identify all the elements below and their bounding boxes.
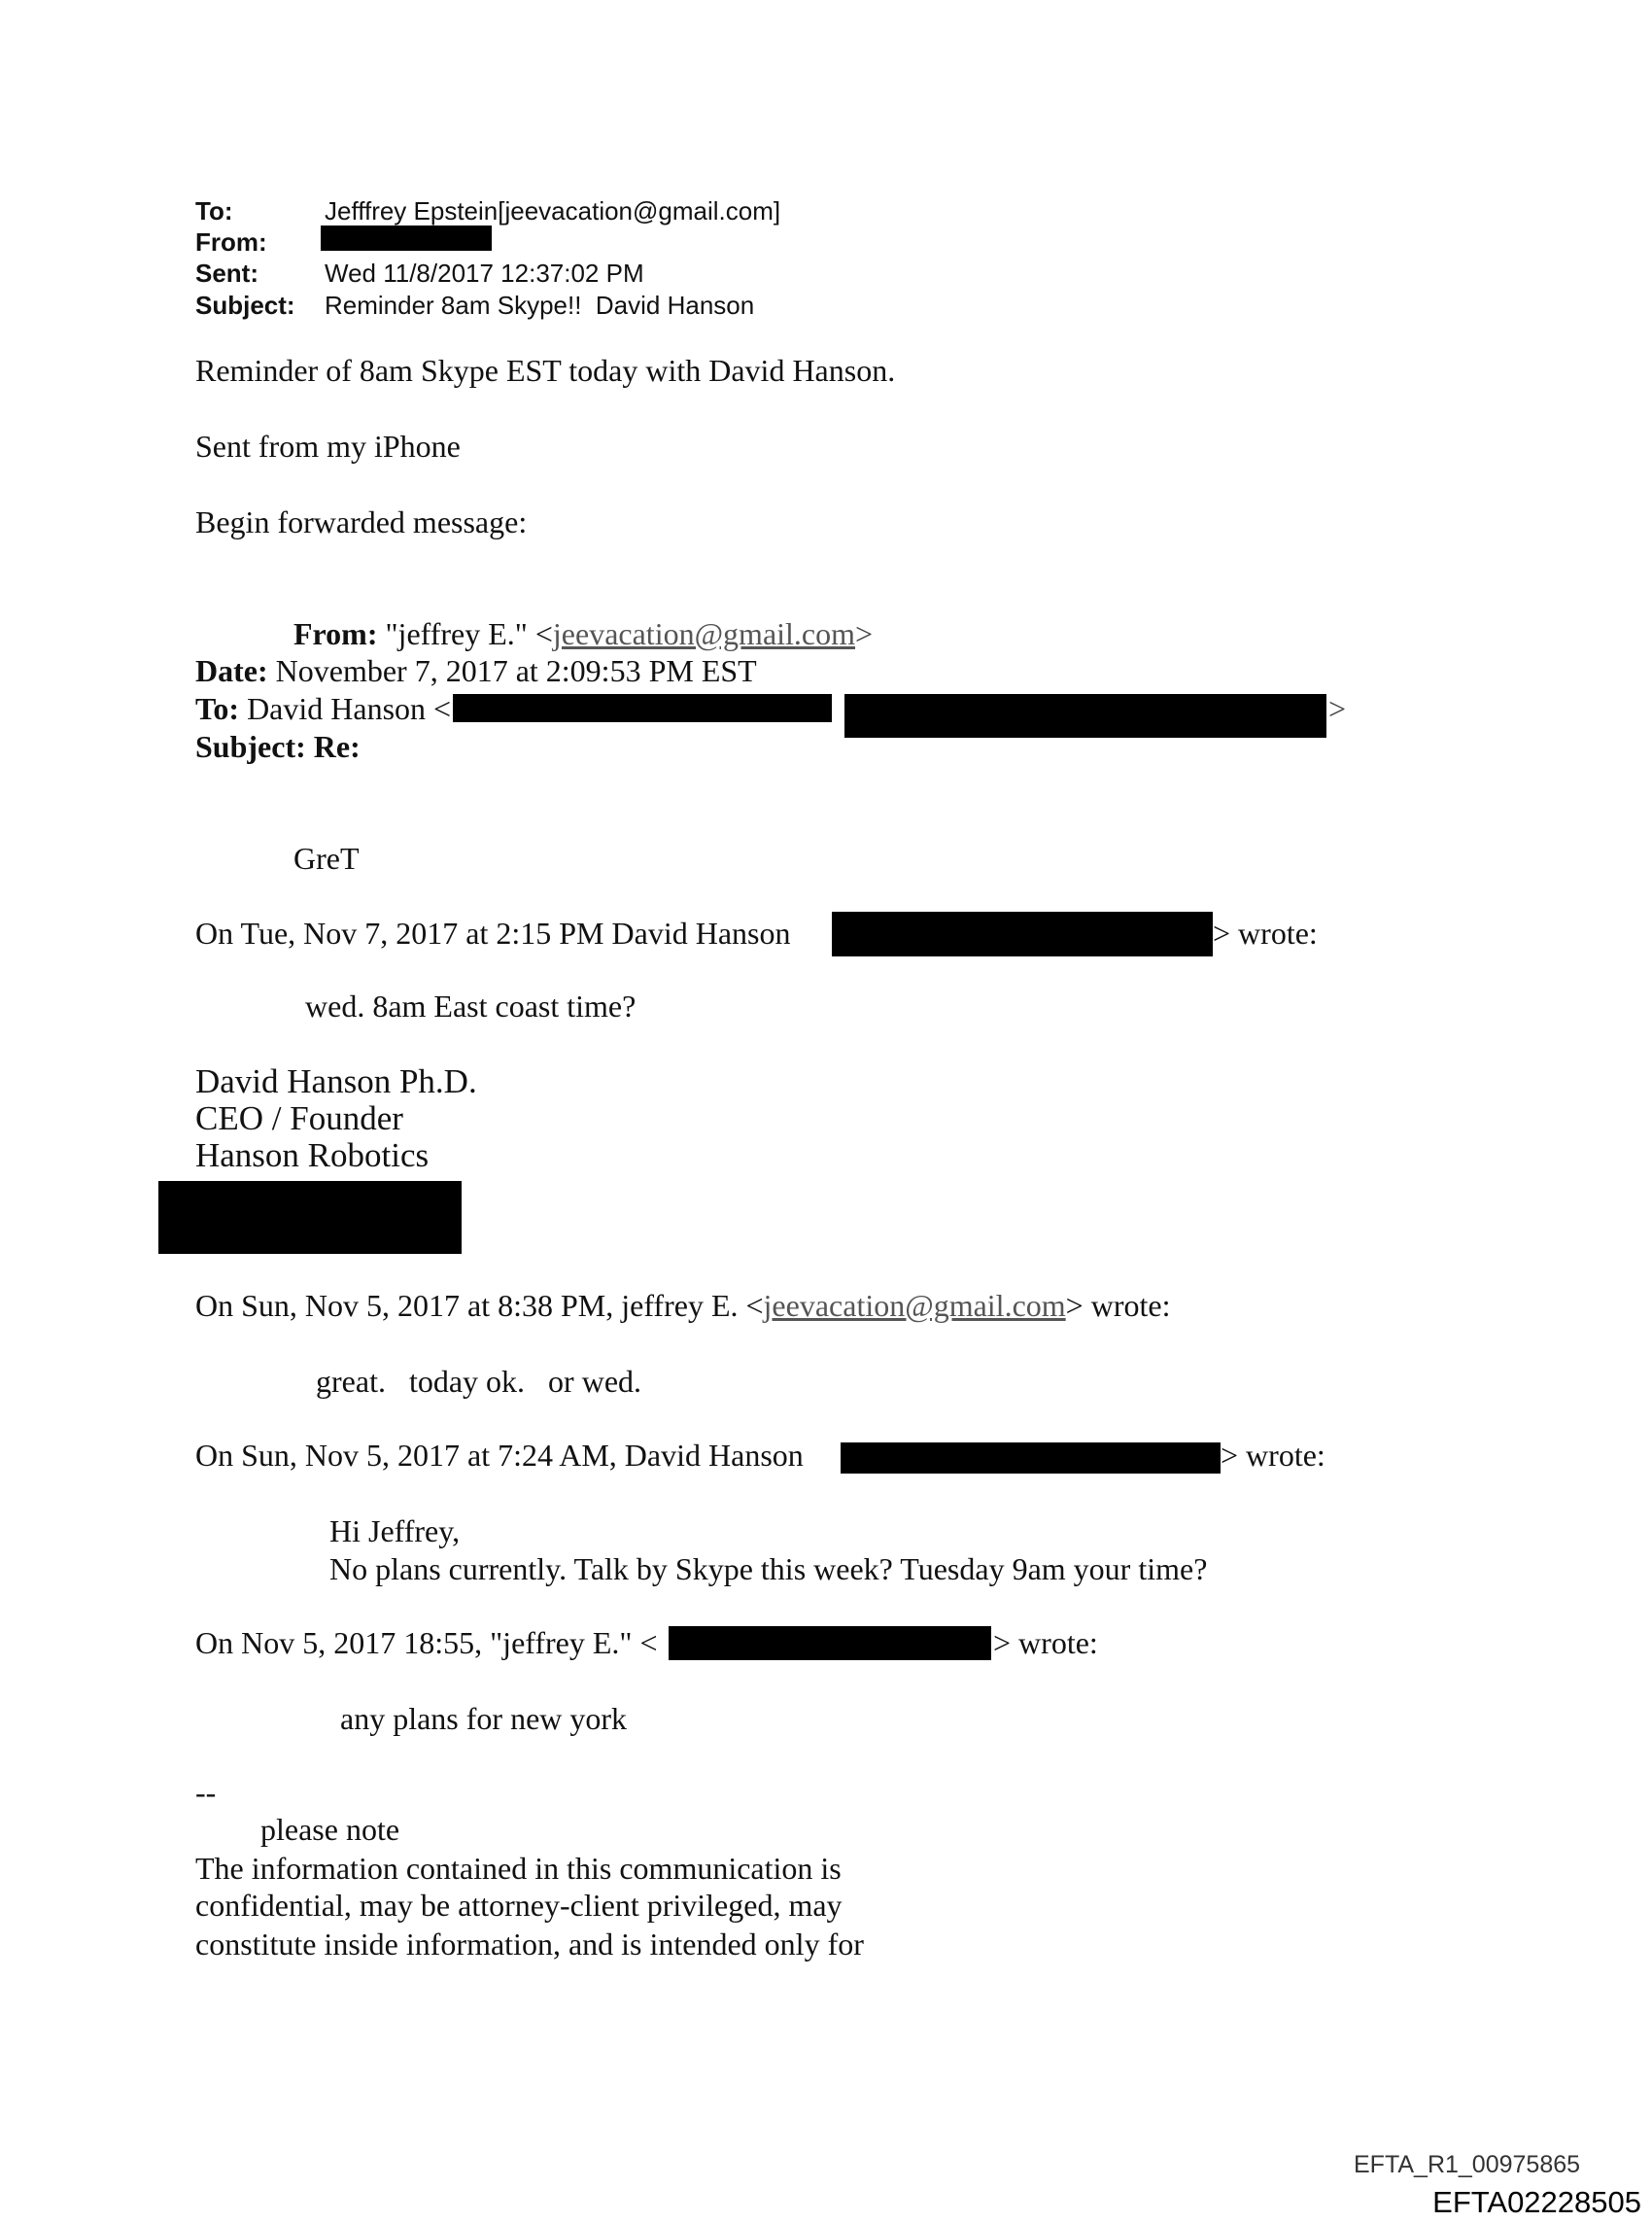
signature-name: David Hanson Ph.D. — [195, 1062, 477, 1100]
quote-body: No plans currently. Talk by Skype this week? Tuesday 9am your time? — [329, 1551, 1208, 1586]
fwd-from-email-link[interactable]: jeevacation@gmail.com — [552, 616, 856, 651]
fwd-from-label: From: — [293, 616, 378, 651]
quote-wrote: > wrote: — [1213, 916, 1318, 951]
quote-wrote: > wrote: — [1065, 1288, 1171, 1323]
quote-body: any plans for new york — [340, 1701, 628, 1736]
disclaimer-line: constitute inside information, and is intended only for — [195, 1927, 864, 1962]
body-line: Sent from my iPhone — [195, 429, 461, 464]
disclaimer-line: please note — [260, 1812, 400, 1847]
quote-header: On Sun, Nov 5, 2017 at 7:24 AM, David Hanson — [195, 1438, 811, 1473]
quote-email-link[interactable]: jeevacation@gmail.com — [763, 1288, 1066, 1323]
quote-body: great. today ok. or wed. — [316, 1364, 642, 1399]
fwd-subject: Subject: Re: — [195, 729, 361, 764]
disclaimer-line: confidential, may be attorney-client privileged, may — [195, 1888, 843, 1923]
to-value: Jefffrey Epstein[jeevacation@gmail.com] — [325, 196, 781, 226]
redaction-block — [669, 1626, 991, 1660]
fwd-from-line — [293, 618, 873, 649]
quote-body: Hi Jeffrey, — [329, 1513, 461, 1548]
disclaimer-line: The information contained in this communication is — [195, 1851, 842, 1886]
to-label: To: — [195, 196, 233, 226]
redaction-block — [832, 912, 1213, 956]
sent-label: Sent: — [195, 259, 258, 288]
bracket: > — [1328, 691, 1347, 726]
bracket: > — [855, 616, 874, 651]
fwd-to-value: David Hanson < — [239, 691, 452, 726]
redaction-block — [453, 694, 832, 722]
redaction-block — [321, 226, 492, 251]
quote-header: On Tue, Nov 7, 2017 at 2:15 PM David Hanson — [195, 916, 799, 951]
fwd-to-label: To: — [195, 691, 240, 726]
quote-body: wed. 8am East coast time? — [305, 989, 637, 1024]
quote-header: On Nov 5, 2017 18:55, "jeffrey E." < — [195, 1625, 658, 1660]
reply-text: GreT — [293, 841, 360, 876]
quote-header — [195, 1290, 1170, 1321]
fwd-to-line — [195, 693, 451, 724]
redaction-block — [841, 1442, 1221, 1474]
bates-number: EFTA02228505 — [1432, 2185, 1641, 2219]
subject-value: Reminder 8am Skype!! David Hanson — [325, 291, 755, 320]
quote-wrote: > wrote: — [993, 1625, 1098, 1660]
redaction-block — [844, 694, 1326, 738]
signature-title: CEO / Founder — [195, 1099, 403, 1137]
fwd-date-label: Date: — [195, 653, 268, 688]
quote-header-text: On Sun, Nov 5, 2017 at 8:38 PM, jeffrey E. < — [195, 1288, 764, 1323]
sent-value: Wed 11/8/2017 12:37:02 PM — [325, 259, 644, 288]
quote-wrote: > wrote: — [1221, 1438, 1325, 1473]
bates-number-r1: EFTA_R1_00975865 — [1354, 2151, 1581, 2178]
redaction-block — [158, 1181, 462, 1254]
from-label: From: — [195, 227, 267, 257]
body-line: Reminder of 8am Skype EST today with David Hanson. — [195, 353, 896, 388]
subject-label: Subject: — [195, 291, 295, 320]
fwd-date-line — [195, 655, 757, 686]
signature-dashes: -- — [195, 1775, 217, 1810]
body-line: Begin forwarded message: — [195, 504, 528, 539]
fwd-from-name: "jeffrey E." < — [377, 616, 553, 651]
fwd-date-value: November 7, 2017 at 2:09:53 PM EST — [267, 653, 757, 688]
signature-company: Hanson Robotics — [195, 1136, 430, 1174]
